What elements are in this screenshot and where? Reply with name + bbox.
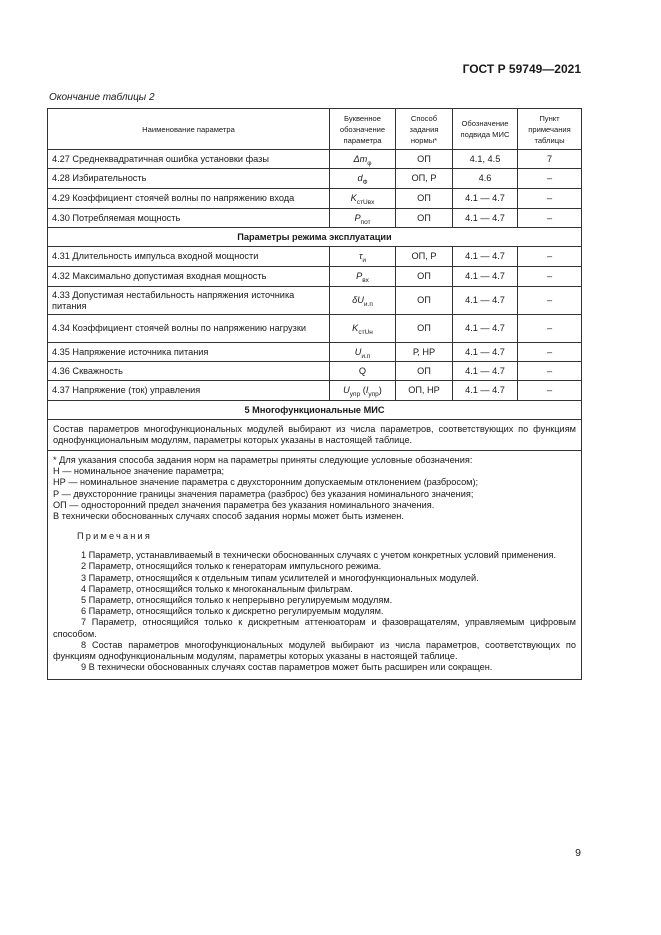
table-row — [48, 150, 582, 169]
param-symbol: $\delta U_{и.п}$ — [330, 287, 396, 315]
mis-description-row — [48, 420, 582, 451]
note-item: 2 Параметр, относящийся только к генераторам импульсного режима. — [81, 561, 382, 572]
table-row — [48, 189, 582, 209]
param-subtype: 4.1, 4.5 — [453, 150, 518, 169]
note-item: 6 Параметр, относящийся только к дискретно регулируемым модулям. — [81, 606, 384, 617]
param-name: 4.34 Коэффициент стоячей волны по напряжению нагрузки — [48, 315, 330, 343]
col-header-note: Пункт примечания таблицы — [518, 109, 582, 150]
param-method: ОП — [396, 267, 453, 287]
param-subtype: 4.1 — 4.7 — [453, 287, 518, 315]
parameters-table — [47, 108, 582, 680]
table-row — [48, 381, 582, 401]
param-note: – — [518, 343, 582, 362]
table-row — [48, 362, 582, 381]
param-method: ОП — [396, 189, 453, 209]
param-method: Р, НР — [396, 343, 453, 362]
param-symbol: $\Delta m_\varphi$ — [330, 150, 396, 169]
mis-description: Состав параметров многофункциональных модулей выбирают из числа параметров, соответствующих по функциям однофункциональным модулям, параметры которых указаны в настоящей таблице. — [48, 420, 582, 451]
param-subtype: 4.6 — [453, 169, 518, 189]
section-row — [48, 401, 582, 420]
table-row — [48, 287, 582, 315]
table-row — [48, 343, 582, 362]
col-header-method: Способ задания нормы* — [396, 109, 453, 150]
param-name: 4.32 Максимально допустимая входная мощность — [48, 267, 330, 287]
param-subtype: 4.1 — 4.7 — [453, 247, 518, 267]
param-subtype: 4.1 — 4.7 — [453, 209, 518, 228]
note-item: 9 В технически обоснованных случаях состав параметров может быть расширен или сокращен. — [81, 662, 493, 673]
param-symbol: $U_{и.п}$ — [330, 343, 396, 362]
param-subtype: 4.1 — 4.7 — [453, 315, 518, 343]
param-name: 4.28 Избирательность — [48, 169, 330, 189]
param-symbol: $U_{упр}$ $(I_{упр})$ — [330, 381, 396, 401]
param-note: – — [518, 381, 582, 401]
table-row — [48, 169, 582, 189]
param-note: – — [518, 267, 582, 287]
notes-row — [48, 451, 582, 680]
param-method: ОП, Р — [396, 247, 453, 267]
param-name: 4.30 Потребляемая мощность — [48, 209, 330, 228]
footnote-line: * Для указания способа задания норм на параметры приняты следующие условные обозначения: — [53, 455, 473, 465]
param-symbol: $K_{стUн}$ — [330, 315, 396, 343]
note-item: 3 Параметр, относящийся к отдельным типам усилителей и многофункциональных модулей. — [81, 572, 479, 583]
footnote-line: Р — двухсторонние границы значения параметра (разброс) без указания номинального значения; — [53, 488, 474, 499]
col-header-name: Наименование параметра — [48, 109, 330, 150]
param-subtype: 4.1 — 4.7 — [453, 189, 518, 209]
table-row — [48, 315, 582, 343]
param-name: 4.37 Напряжение (ток) управления — [48, 381, 330, 401]
param-method: ОП, НР — [396, 381, 453, 401]
param-note: 7 — [518, 150, 582, 169]
param-subtype: 4.1 — 4.7 — [453, 267, 518, 287]
param-subtype: 4.1 — 4.7 — [453, 381, 518, 401]
footnote-line: ОП — односторонний предел значения параметра без указания номинального значения. — [53, 499, 435, 510]
footnote-line: НР — номинальное значение параметра с двухсторонним допускаемым отклонением (разбросом); — [53, 477, 479, 488]
footnote-line: Н — номинальное значение параметра; — [53, 466, 225, 477]
param-symbol: Q — [330, 362, 396, 381]
param-note: – — [518, 169, 582, 189]
param-method: ОП — [396, 362, 453, 381]
table-header-row — [48, 109, 582, 150]
param-note: – — [518, 287, 582, 315]
section-title-operation: Параметры режима эксплуатации — [48, 228, 582, 247]
param-note: – — [518, 315, 582, 343]
param-name: 4.35 Напряжение источника питания — [48, 343, 330, 362]
param-name: 4.27 Среднеквадратичная ошибка установки фазы — [48, 150, 330, 169]
section-row — [48, 228, 582, 247]
page-number: 9 — [575, 847, 581, 859]
param-note: – — [518, 362, 582, 381]
param-symbol: $\tau_и$ — [330, 247, 396, 267]
param-name: 4.31 Длительность импульса входной мощности — [48, 247, 330, 267]
note-item: 4 Параметр, относящийся только к многоканальным фильтрам. — [81, 583, 353, 594]
param-subtype: 4.1 — 4.7 — [453, 362, 518, 381]
table-row — [48, 247, 582, 267]
table-caption: Окончание таблицы 2 — [49, 92, 155, 103]
footnotes-and-notes — [48, 451, 582, 680]
section-title-mis: 5 Многофункциональные МИС — [48, 401, 582, 420]
notes-title: Примечания — [77, 531, 153, 542]
note-item: 8 Состав параметров многофункциональных модулей выбирают из числа параметров, соответствующих по функциям однофункциональным модулям, параметры которых указаны в настоящей таблице. — [53, 639, 576, 662]
param-symbol: $P_{пот}$ — [330, 209, 396, 228]
param-symbol: $K_{стUвх}$ — [330, 189, 396, 209]
footnote-line: В технически обоснованных случаях способ задания нормы может быть изменен. — [53, 511, 404, 522]
param-note: – — [518, 247, 582, 267]
param-method: ОП — [396, 209, 453, 228]
table-row — [48, 267, 582, 287]
document-id: ГОСТ Р 59749—2021 — [462, 62, 581, 76]
param-method: ОП — [396, 150, 453, 169]
param-name: 4.29 Коэффициент стоячей волны по напряжению входа — [48, 189, 330, 209]
param-method: ОП — [396, 287, 453, 315]
param-name: 4.33 Допустимая нестабильность напряжения источника питания — [48, 287, 330, 315]
param-method: ОП, Р — [396, 169, 453, 189]
param-symbol: $d_Ф$ — [330, 169, 396, 189]
note-item: 7 Параметр, относящийся только к дискретным аттенюаторам и фазовращателям, управляемым цифровым способом. — [53, 617, 576, 639]
param-note: – — [518, 209, 582, 228]
col-header-symbol: Буквенное обозначение параметра — [330, 109, 396, 150]
note-item: 1 Параметр, устанавливаемый в технически обоснованных случаях с учетом конкретных условий применения. — [81, 550, 557, 561]
param-note: – — [518, 189, 582, 209]
param-subtype: 4.1 — 4.7 — [453, 343, 518, 362]
param-name: 4.36 Скважность — [48, 362, 330, 381]
col-header-subtype: Обозначение подвида МИС — [453, 109, 518, 150]
note-item: 5 Параметр, относящийся только к непрерывно регулируемым модулям. — [81, 595, 393, 606]
param-method: ОП — [396, 315, 453, 343]
table-row — [48, 209, 582, 228]
param-symbol: $P_{вх}$ — [330, 267, 396, 287]
